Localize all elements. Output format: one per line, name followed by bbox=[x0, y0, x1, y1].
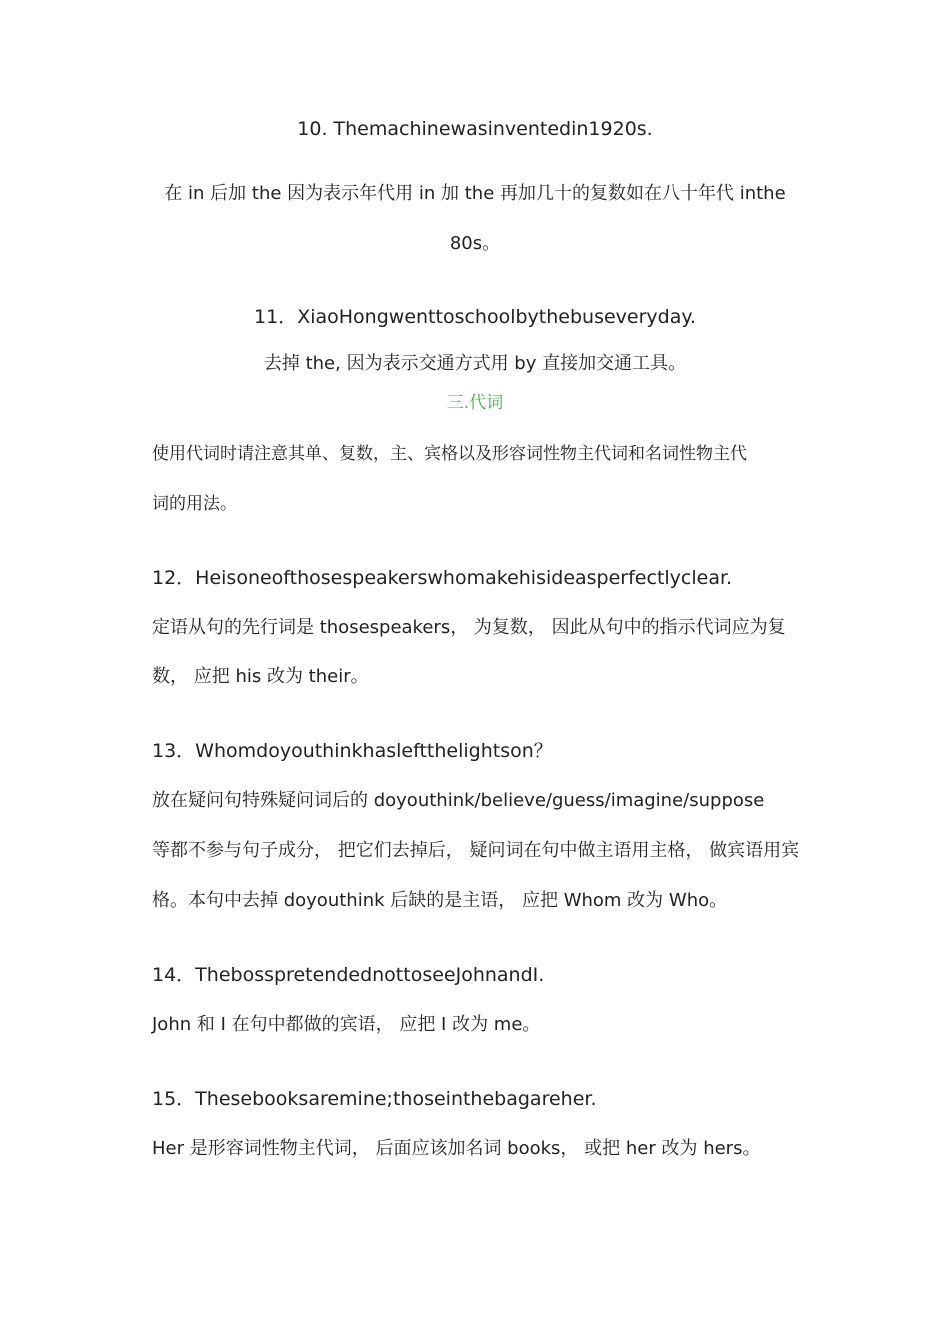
item11-sentence: 11．XiaoHongwenttoschoolbythebuseveryday. bbox=[254, 306, 696, 328]
item12-sentence: 12．Heisoneofthosespeakerswhomakehisideasperfectlyclear. bbox=[152, 567, 733, 589]
item15-sentence: 15．Thesebooksaremine;thoseinthebagareher. bbox=[152, 1088, 597, 1110]
item13-explanation-line2: 等都不参与句子成分， 把它们去掉后， 疑问词在句中做主语用主格， 做宾语用宾 bbox=[152, 840, 800, 861]
item11-explanation: 去掉 the, 因为表示交通方式用 by 直接加交通工具。 bbox=[263, 353, 687, 374]
item14-explanation: John 和 I 在句中都做的宾语， 应把 I 改为 me。 bbox=[152, 1014, 541, 1035]
item10-explanation-line1: 在 in 后加 the 因为表示年代用 in 加 the 再加几十的复数如在八十年代 inthe bbox=[164, 183, 786, 204]
section-intro-line1: 使用代词时请注意其单、复数，主、宾格以及形容词性物主代词和名词性物主代 bbox=[152, 444, 747, 464]
item15-explanation: Her 是形容词性物主代词， 后面应该加名词 books， 或把 her 改为 hers。 bbox=[152, 1138, 761, 1159]
item13-sentence: 13．Whomdoyouthinkhasleftthelightson？ bbox=[152, 740, 553, 762]
item13-explanation-line1: 放在疑问句特殊疑问词后的 doyouthink/believe/guess/imagine/suppose bbox=[152, 790, 765, 811]
item12-explanation-line1: 定语从句的先行词是 thosespeakers， 为复数， 因此从句中的指示代词应为复 bbox=[152, 617, 786, 638]
section-heading-pronouns: 三.代词 bbox=[446, 393, 504, 413]
item12-explanation-line2: 数， 应把 his 改为 their。 bbox=[152, 666, 369, 687]
section-intro-line2: 词的用法。 bbox=[152, 494, 237, 514]
item10-sentence: 10. Themachinewasinventedin1920s. bbox=[297, 118, 653, 140]
item14-sentence: 14．ThebosspretendednottoseeJohnandI. bbox=[152, 964, 545, 986]
item10-explanation-line2: 80s。 bbox=[449, 233, 501, 254]
item13-explanation-line3: 格。本句中去掉 doyouthink 后缺的是主语， 应把 Whom 改为 Who。 bbox=[152, 890, 728, 911]
